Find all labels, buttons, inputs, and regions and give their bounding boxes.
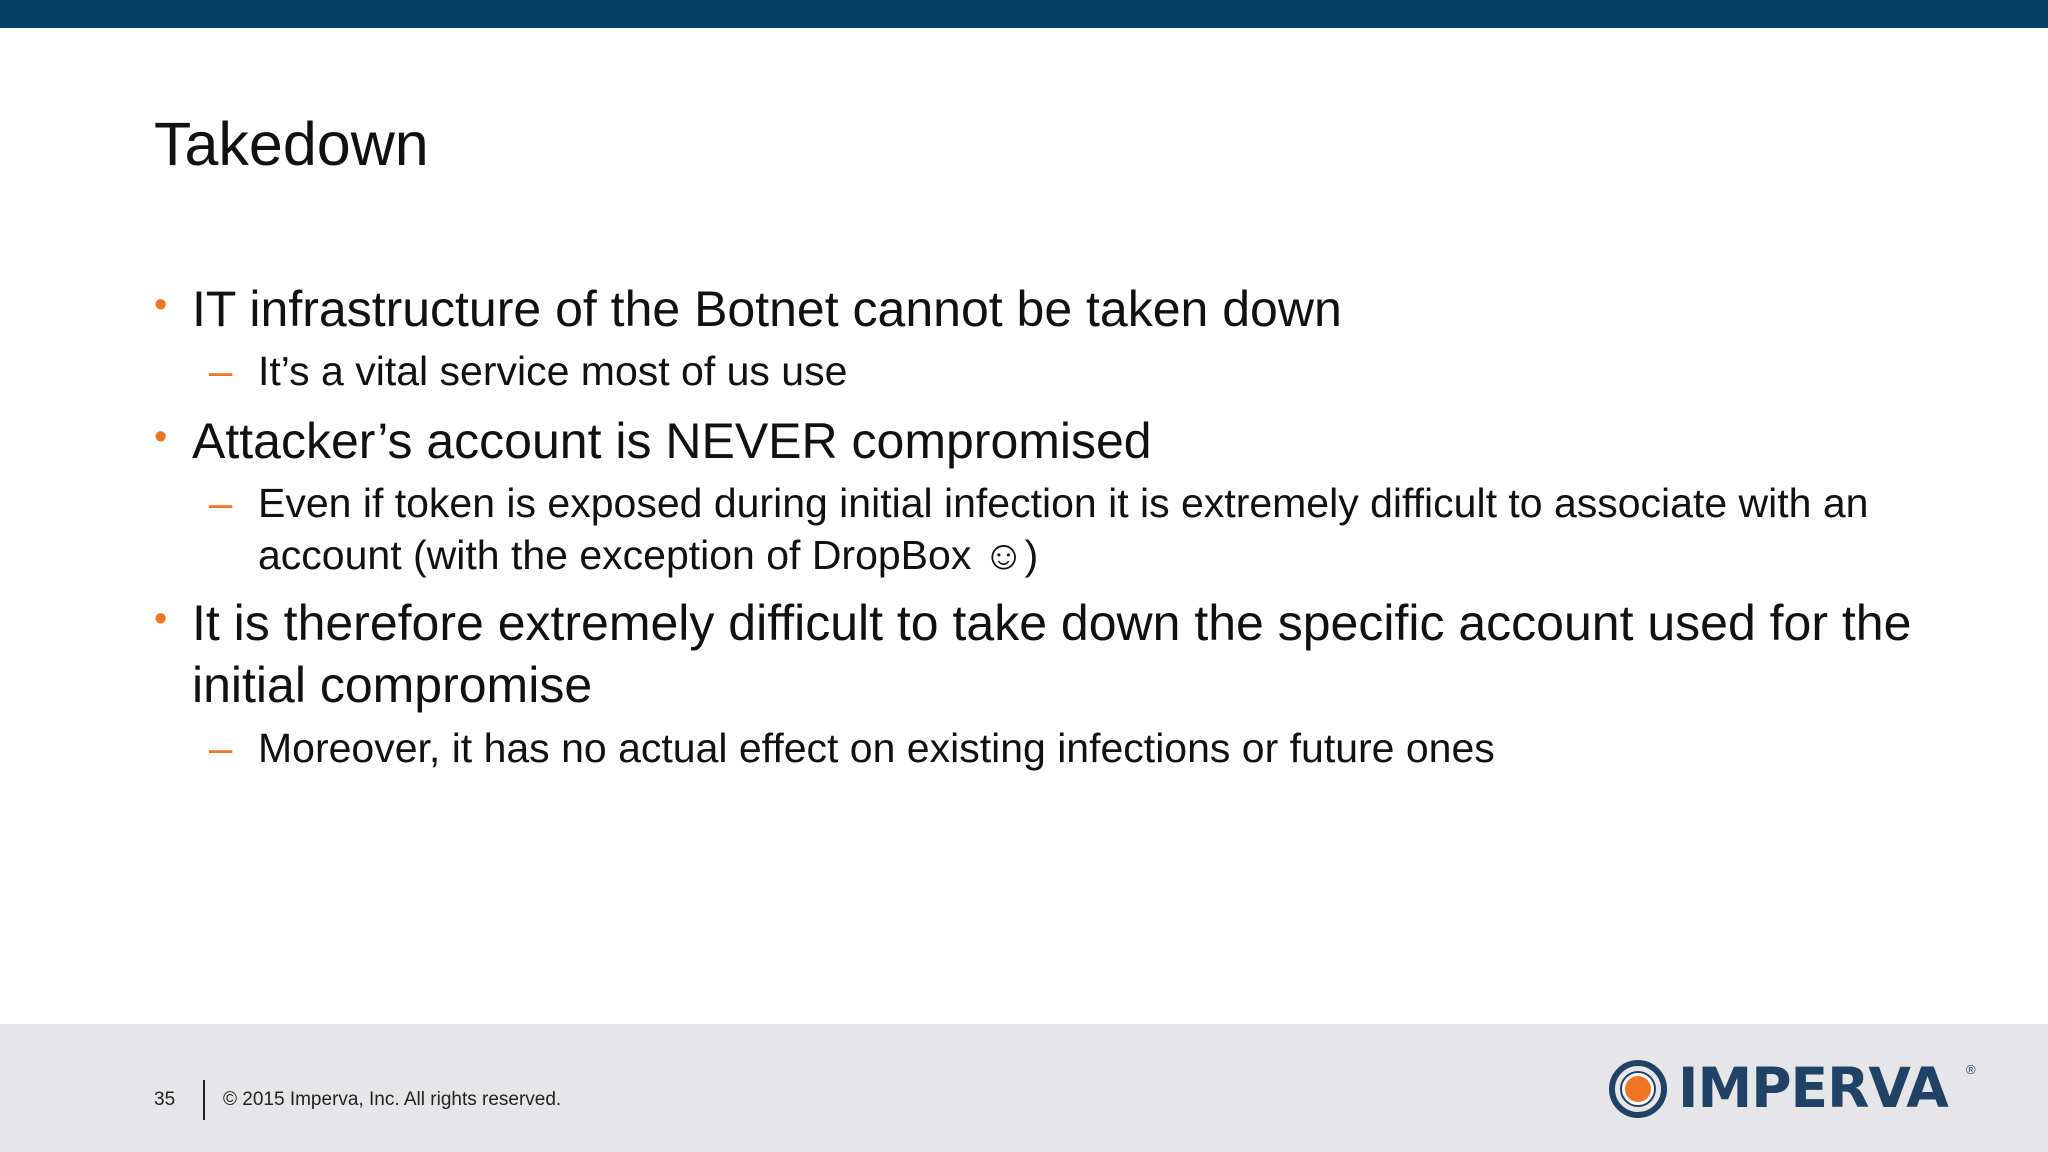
footer-divider [203, 1080, 205, 1120]
slide-title: Takedown [154, 110, 429, 178]
imperva-logo-mark-icon [1608, 1059, 1668, 1119]
imperva-logo [1608, 1056, 1976, 1120]
logo-wordmark: IMPERVA [1678, 1056, 1948, 1120]
sub-bullet-text: Moreover, it has no actual effect on existing infections or future ones [258, 725, 1495, 771]
bullet-marker: • [154, 284, 168, 326]
copyright-text: © 2015 Imperva, Inc. All rights reserved. [223, 1089, 562, 1110]
sub-bullet-marker: – [209, 479, 233, 526]
bullet-text: Attacker’s account is NEVER compromised [192, 413, 1152, 469]
bullet-text: IT infrastructure of the Botnet cannot be taken down [192, 281, 1342, 337]
top-bar [0, 0, 2048, 28]
sub-bullet-text: Even if token is exposed during initial infection it is extremely difficult to associate with an account (with the exception of DropBox ☺) [258, 480, 1869, 578]
bullet-marker: • [154, 598, 168, 640]
bullet-text: It is therefore extremely difficult to take down the specific account used for the initial compromise [192, 595, 1912, 713]
bullet-marker: • [154, 416, 168, 458]
sub-bullet-text: It’s a vital service most of us use [258, 348, 848, 394]
logo-registered-mark: ® [1966, 1062, 1976, 1077]
sub-bullet-marker: – [209, 724, 233, 771]
page-number: 35 [154, 1089, 176, 1110]
sub-bullet-marker: – [209, 347, 233, 394]
